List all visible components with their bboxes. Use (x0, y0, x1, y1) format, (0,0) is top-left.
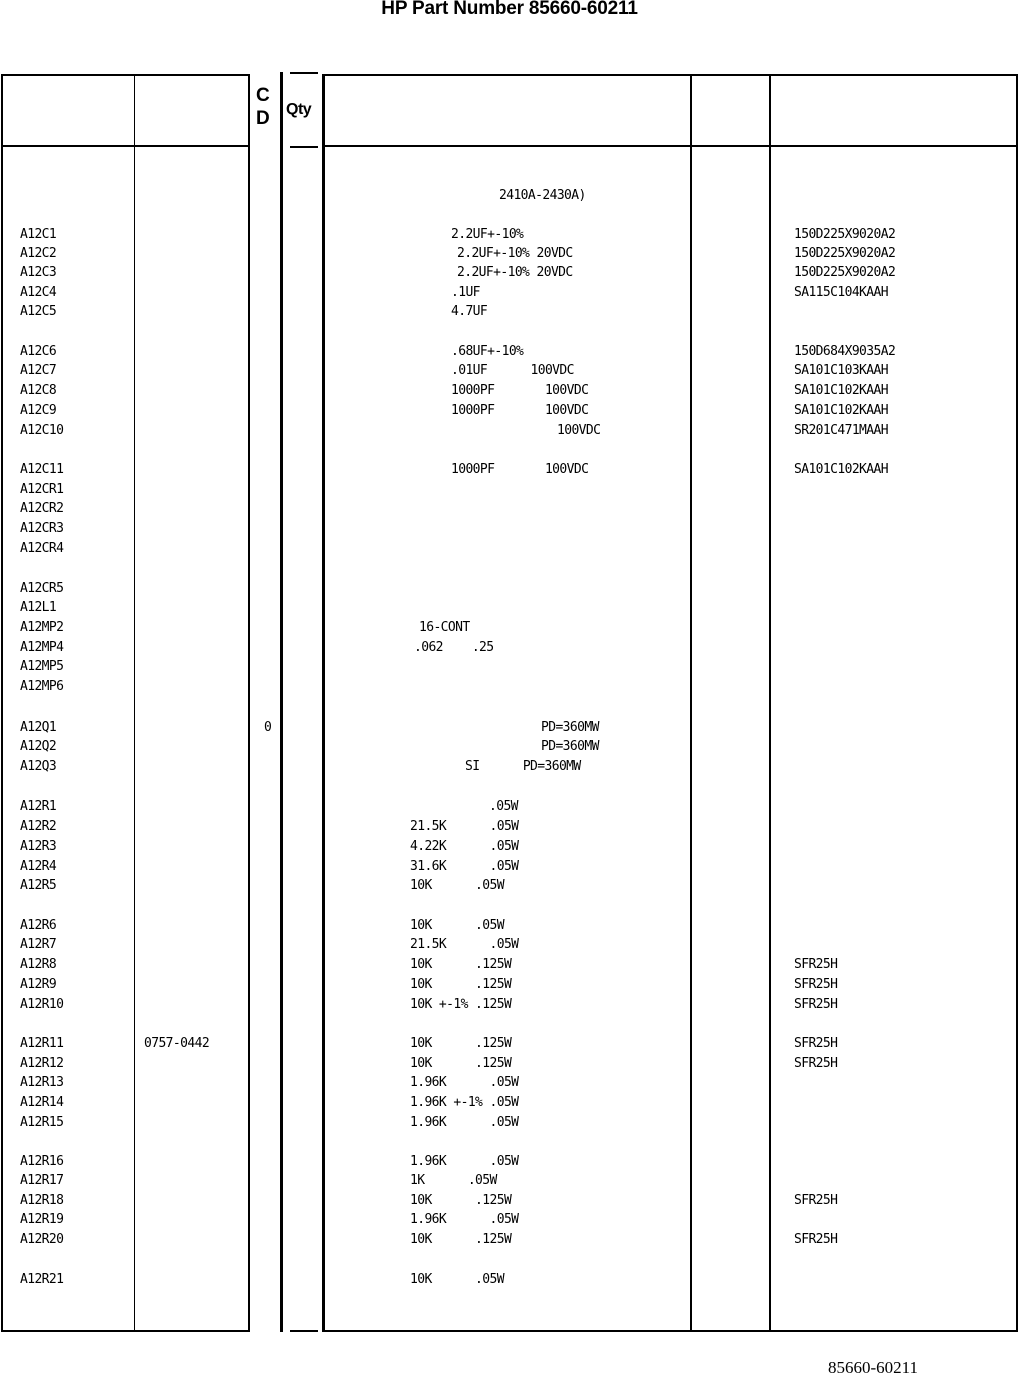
reference-designator: A12MP2 (20, 620, 64, 635)
reference-designator: A12C4 (20, 285, 57, 300)
reference-designator: A12C7 (20, 363, 57, 378)
reference-designator: A12R18 (20, 1193, 64, 1208)
part-description: 10K .05W (410, 1272, 504, 1287)
page-title: HP Part Number 85660-60211 (381, 0, 638, 19)
column-rule (690, 74, 692, 1332)
reference-designator: A12R15 (20, 1115, 64, 1130)
reference-designator: A12C8 (20, 383, 57, 398)
part-description: 1.96K .05W (410, 1154, 519, 1169)
reference-designator: A12R2 (20, 819, 57, 834)
reference-designator: A12R7 (20, 937, 57, 952)
mfr-part-number: SFR25H (794, 1232, 838, 1247)
qty-tick (290, 72, 318, 74)
part-description: 4.22K .05W (410, 839, 519, 854)
part-description: 2410A-2430A) (499, 188, 586, 203)
part-description: 1.96K +-1% .05W (410, 1095, 519, 1110)
table-bottom-border (322, 1330, 1018, 1332)
part-description: .1UF (451, 285, 480, 300)
reference-designator: A12C9 (20, 403, 57, 418)
part-description: SI PD=360MW (465, 759, 581, 774)
reference-designator: A12R21 (20, 1272, 64, 1287)
part-description: 1000PF 100VDC (451, 403, 589, 418)
reference-designator: A12Q3 (20, 759, 57, 774)
reference-designator: A12CR3 (20, 521, 64, 536)
header-divider (322, 145, 1018, 147)
reference-designator: A12R5 (20, 878, 57, 893)
reference-designator: A12MP6 (20, 679, 64, 694)
mfr-part-number: SFR25H (794, 977, 838, 992)
mfr-part-number: 150D225X9020A2 (794, 227, 896, 242)
part-description: 10K .125W (410, 1036, 512, 1051)
mfr-part-number: SFR25H (794, 997, 838, 1012)
reference-designator: A12R10 (20, 997, 64, 1012)
mfr-part-number: SA101C102KAAH (794, 403, 888, 418)
reference-designator: A12R3 (20, 839, 57, 854)
part-description: 21.5K .05W (410, 819, 519, 834)
hp-part-number: 0757-0442 (144, 1036, 210, 1051)
column-rule (1016, 74, 1018, 1332)
reference-designator: A12R9 (20, 977, 57, 992)
part-description: 10K .125W (410, 1232, 512, 1247)
column-rule (248, 74, 250, 1332)
part-description: 1.96K .05W (410, 1212, 519, 1227)
reference-designator: A12R19 (20, 1212, 64, 1227)
header-divider (2, 145, 250, 147)
part-description: 10K +-1% .125W (410, 997, 512, 1012)
reference-designator: A12CR2 (20, 501, 64, 516)
reference-designator: A12C2 (20, 246, 57, 261)
reference-designator: A12MP5 (20, 659, 64, 674)
mfr-part-number: SFR25H (794, 957, 838, 972)
part-description: 31.6K .05W (410, 859, 519, 874)
reference-designator: A12R6 (20, 918, 57, 933)
mfr-part-number: SA101C102KAAH (794, 462, 888, 477)
part-description: .01UF 100VDC (451, 363, 574, 378)
cd-header-d: D (256, 108, 270, 129)
table-bottom-border (2, 1330, 250, 1332)
part-description: 1.96K .05W (410, 1115, 519, 1130)
mfr-part-number: SFR25H (794, 1193, 838, 1208)
reference-designator: A12C6 (20, 344, 57, 359)
part-description: 10K .125W (410, 977, 512, 992)
reference-designator: A12R14 (20, 1095, 64, 1110)
reference-designator: A12R8 (20, 957, 57, 972)
column-rule (1, 74, 3, 1332)
table-top-border (2, 74, 250, 76)
qty-tick (290, 1330, 318, 1332)
reference-designator: A12R13 (20, 1075, 64, 1090)
reference-designator: A12CR1 (20, 482, 64, 497)
reference-designator: A12C5 (20, 304, 57, 319)
part-description: 16-CONT (419, 620, 470, 635)
reference-designator: A12C10 (20, 423, 64, 438)
reference-designator: A12C11 (20, 462, 64, 477)
part-description: 10K .125W (410, 1193, 512, 1208)
part-description: 100VDC (557, 423, 601, 438)
table-top-border (322, 74, 1018, 76)
reference-designator: A12R17 (20, 1173, 64, 1188)
cd-header-c: C (256, 85, 270, 106)
part-description: 10K .125W (410, 1056, 512, 1071)
part-description: 2.2UF+-10% 20VDC (457, 265, 573, 280)
part-description: 1K .05W (410, 1173, 497, 1188)
column-rule (769, 74, 771, 1332)
part-description: 4.7UF (451, 304, 488, 319)
reference-designator: A12R20 (20, 1232, 64, 1247)
reference-designator: A12R1 (20, 799, 57, 814)
part-description: 10K .05W (410, 918, 504, 933)
mfr-part-number: SA115C104KAAH (794, 285, 888, 300)
check-digit: 0 (264, 720, 272, 735)
mfr-part-number: 150D225X9020A2 (794, 265, 896, 280)
mfr-part-number: 150D684X9035A2 (794, 344, 896, 359)
mfr-part-number: SR201C471MAAH (794, 423, 888, 438)
column-rule (134, 74, 135, 1332)
reference-designator: A12CR4 (20, 541, 64, 556)
mfr-part-number: SFR25H (794, 1036, 838, 1051)
reference-designator: A12C1 (20, 227, 57, 242)
column-rule (280, 72, 283, 1332)
part-description: 2.2UF+-10% 20VDC (457, 246, 573, 261)
mfr-part-number: SFR25H (794, 1056, 838, 1071)
reference-designator: A12R16 (20, 1154, 64, 1169)
reference-designator: A12R4 (20, 859, 57, 874)
reference-designator: A12C3 (20, 265, 57, 280)
reference-designator: A12MP4 (20, 640, 64, 655)
part-description: .68UF+-10% (451, 344, 524, 359)
reference-designator: A12Q2 (20, 739, 57, 754)
part-description: .05W (489, 799, 518, 814)
part-description: 10K .05W (410, 878, 504, 893)
reference-designator: A12CR5 (20, 581, 64, 596)
part-description: PD=360MW (541, 739, 599, 754)
part-description: .062 .25 (414, 640, 494, 655)
part-description: 2.2UF+-10% (451, 227, 524, 242)
reference-designator: A12R12 (20, 1056, 64, 1071)
mfr-part-number: SA101C102KAAH (794, 383, 888, 398)
column-rule (322, 74, 325, 1332)
part-description: 10K .125W (410, 957, 512, 972)
part-description: PD=360MW (541, 720, 599, 735)
mfr-part-number: 150D225X9020A2 (794, 246, 896, 261)
mfr-part-number: SA101C103KAAH (794, 363, 888, 378)
part-description: 1000PF 100VDC (451, 383, 589, 398)
footer-part-number: 85660-60211 (828, 1358, 919, 1377)
part-description: 1.96K .05W (410, 1075, 519, 1090)
reference-designator: A12R11 (20, 1036, 64, 1051)
reference-designator: A12L1 (20, 600, 57, 615)
reference-designator: A12Q1 (20, 720, 57, 735)
qty-tick (290, 146, 318, 148)
part-description: 21.5K .05W (410, 937, 519, 952)
qty-header: Qty (286, 101, 312, 118)
part-description: 1000PF 100VDC (451, 462, 589, 477)
